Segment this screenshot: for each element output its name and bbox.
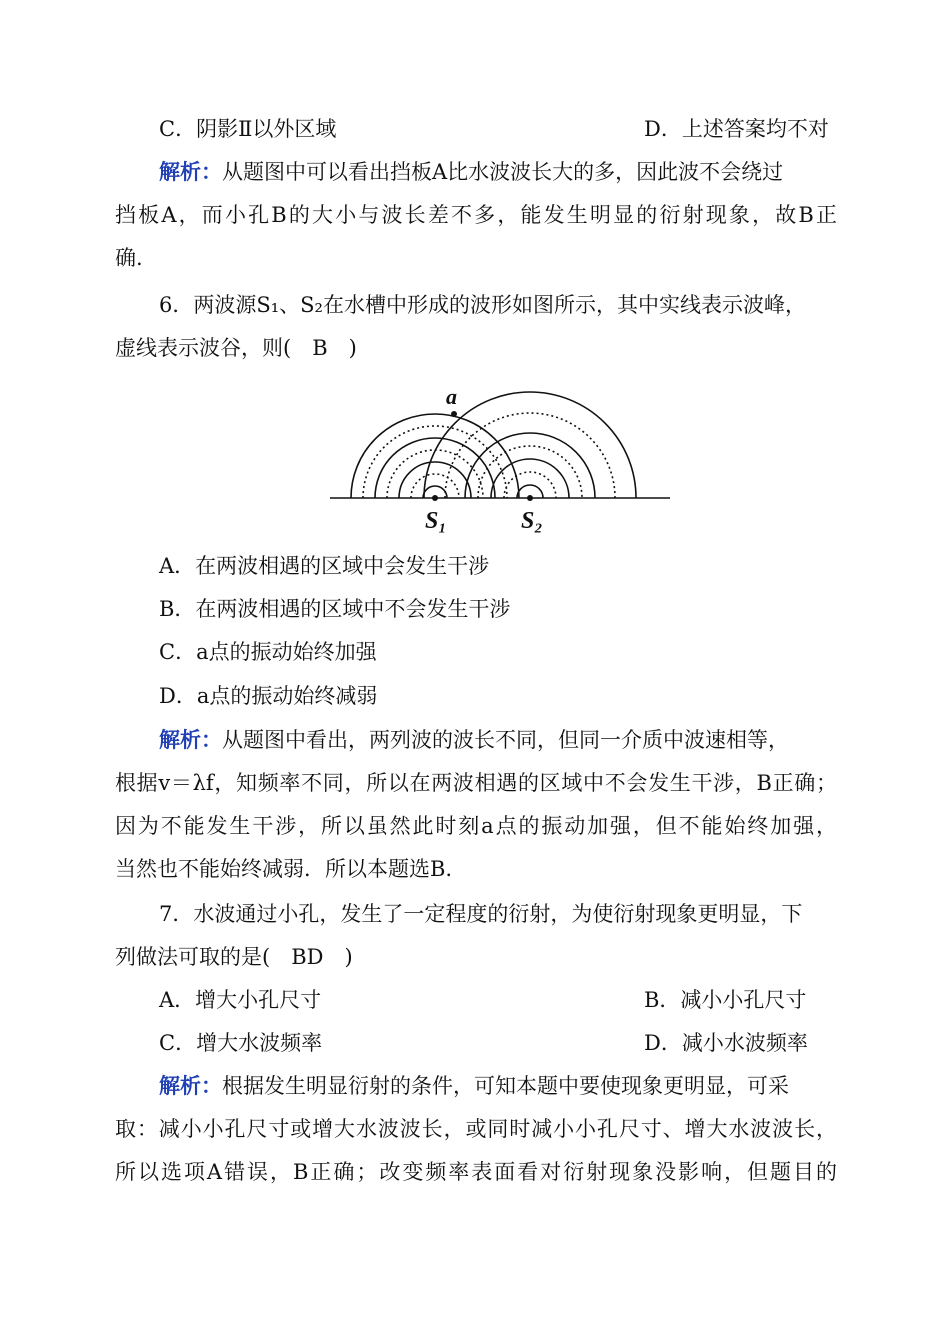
q7-explanation-label: 解析： [159,1073,222,1098]
q6-option-b: B．在两波相遇的区域中不会发生干涉 [159,597,511,621]
q5-option-d: D．上述答案均不对 [644,117,829,141]
q6-option-c: C．a点的振动始终加强 [159,640,377,664]
s2-crest [465,433,595,498]
q7-option-b: B．减小小孔尺寸 [644,988,807,1012]
q7-explanation-line-1: 解析：根据发生明显衍射的条件，可知本题中要使现象更明显，可采 [159,1073,789,1098]
point-a-dot [451,411,457,417]
q6-option-d: D．a点的振动始终减弱 [159,684,378,708]
q7-option-a: A．增大小孔尺寸 [159,988,322,1012]
q7-option-d: D．减小水波频率 [644,1031,808,1055]
q5-explanation-line-3: 确. [115,246,143,270]
q5-options-row [159,114,829,144]
q6-stem-line-2: 虚线表示波谷，则( B ) [115,336,357,360]
q6-option-a: A．在两波相遇的区域中会发生干涉 [159,554,490,578]
q6-explanation-line-4: 当然也不能始终减弱．所以本题选B. [115,857,453,881]
q7-stem-line-1: 7．水波通过小孔，发生了一定程度的衍射，为使衍射现象更明显，下 [159,902,803,926]
wave-interference-figure [325,378,675,543]
s1-crest [399,462,471,498]
q6-stem-line-1: 6．两波源S₁、S₂在水槽中形成的波形如图所示，其中实线表示波峰， [159,293,806,317]
q5-explanation-label: 解析： [159,159,222,184]
q7-options-row-2 [159,1028,808,1058]
q7-stem-line-2: 列做法可取的是( BD ) [115,945,353,969]
source-s1-dot [432,495,438,501]
s1-label: S₁ [425,508,447,534]
point-a-label: a [446,384,457,409]
s2-label: S₂ [521,508,543,534]
q5-explanation-line-1: 解析：从题图中可以看出挡板A比水波波长大的多，因此波不会绕过 [159,159,784,184]
q5-explanation-line-2: 挡板A，而小孔B的大小与波长差不多，能发生明显的衍射现象，故B正 [115,203,837,227]
q5-option-c: C．阴影Ⅱ以外区域 [159,117,337,141]
q7-explanation-line-2: 取：减小小孔尺寸或增大水波波长，或同时减小小孔尺寸、增大水波波长， [115,1117,837,1141]
q6-explanation-line-1: 解析：从题图中看出，两列波的波长不同，但同一介质中波速相等， [159,727,789,752]
q7-options-row-1 [159,985,807,1015]
q6-explanation-line-3: 因为不能发生干涉，所以虽然此时刻a点的振动加强，但不能始终加强， [115,814,837,838]
q6-explanation-line-2: 根据v＝λf，知频率不同，所以在两波相遇的区域中不会发生干涉，B正确； [115,771,837,795]
q6-explanation-label: 解析： [159,727,222,752]
source-s2-dot [527,495,533,501]
s2-crest [491,459,569,498]
q7-explanation-line-3: 所以选项A错误，B正确；改变频率表面看对衍射现象没影响，但题目的 [115,1160,837,1184]
q7-option-c: C．增大水波频率 [159,1031,323,1055]
s1-crest [375,438,495,498]
